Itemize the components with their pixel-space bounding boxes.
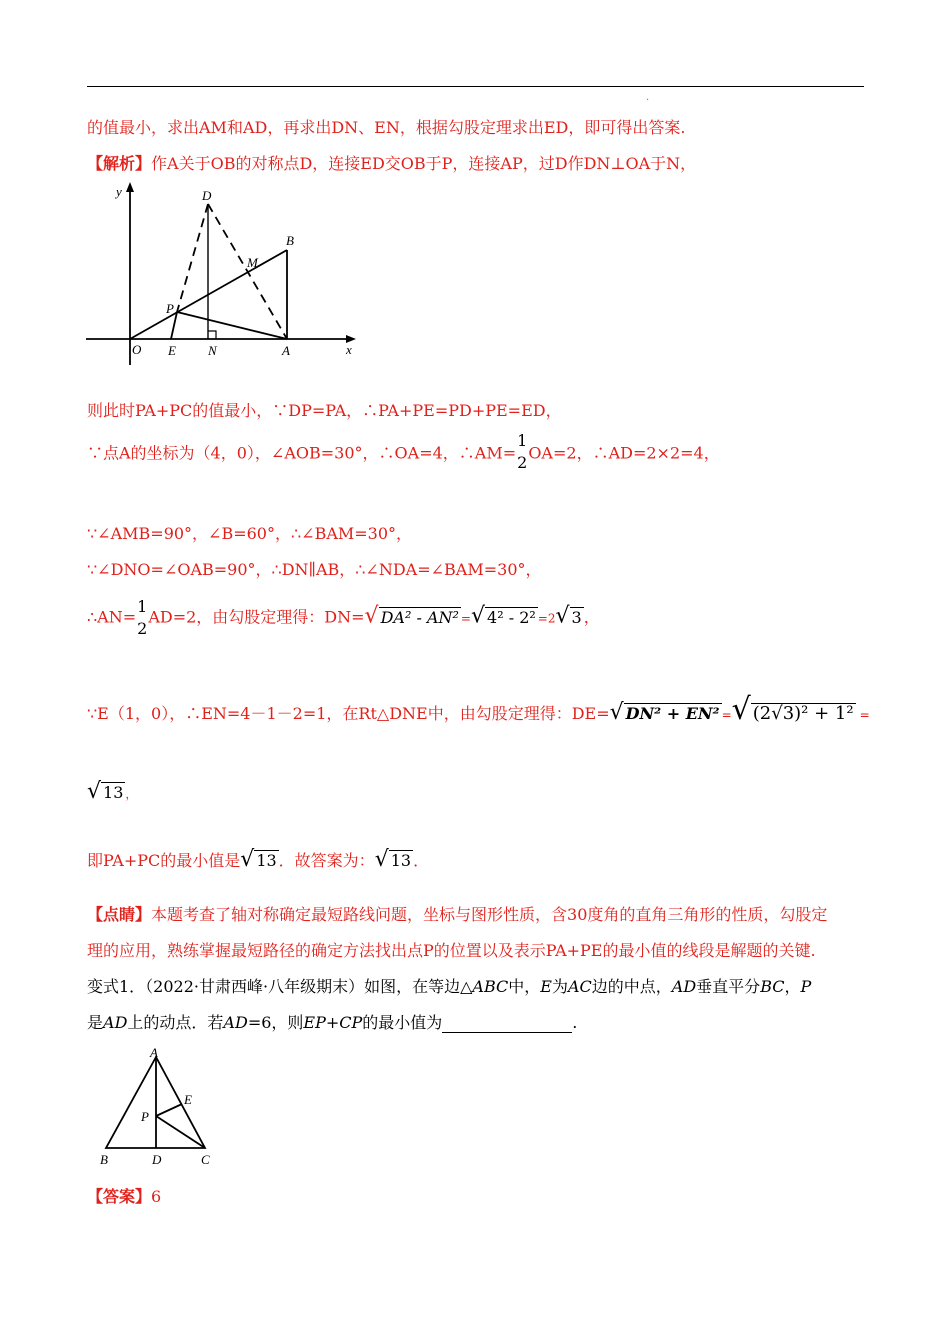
frac-num: 1 [517, 431, 528, 450]
line4-part-b: OA=2，∴AD=2×2=4， [528, 443, 720, 463]
text-line-5: ∵∠AMB=90°，∠B=60°，∴∠BAM=30°， [87, 524, 413, 543]
text-line-12: 理的应用，熟练掌握最短路径的确定方法找出点P的位置以及表示PA+PE的最小值的线段是解题的关键. [87, 941, 816, 960]
label-A: A [282, 343, 290, 358]
label-y: y [116, 184, 122, 199]
sqrt-sign-large: √ [731, 692, 751, 727]
segment-DP [177, 204, 208, 312]
label-E: E [184, 1092, 192, 1107]
segment-PA [177, 312, 287, 339]
text-line-11 [87, 905, 827, 925]
text-line-8 [87, 692, 870, 727]
math-AD: AD [223, 1013, 248, 1032]
label-D: D [152, 1152, 162, 1167]
segment-PC [156, 1116, 205, 1148]
text-line-2 [87, 154, 696, 174]
text-line-13 [87, 977, 811, 997]
line4-part-a: ∵点A的坐标为（4，0），∠AOB=30°，∴OA=4，∴AM= [87, 443, 517, 463]
segment-DA [208, 204, 287, 339]
answer-blank[interactable] [442, 1016, 572, 1033]
period: ． [413, 851, 430, 870]
sqrt-DA-AN: DA² - AN² [380, 607, 459, 627]
variant-text-c: 中， [508, 977, 541, 996]
sqrt-sign: √ [364, 603, 379, 629]
variant-text-g: 边的中点， [591, 977, 672, 996]
text-line-4 [87, 431, 720, 474]
sqrt-13: 13 [103, 783, 124, 802]
text-line-1: 的值最小，求出AM和AD，再求出DN、EN，根据勾股定理求出ED，即可得出答案. [87, 118, 686, 137]
label-O: O [132, 342, 142, 357]
sqrt-sign: √ [87, 779, 102, 804]
frac-den: 2 [517, 453, 528, 472]
label-E: E [168, 343, 176, 358]
label-B: B [286, 233, 294, 248]
label-P: P [141, 1109, 149, 1124]
sqrt-sign: √ [470, 603, 486, 629]
line8-part-a: ∵E（1，0），∴EN=4－1－2=1，在Rt△DNE中，由勾股定理得：DE= [87, 704, 610, 723]
comma: ， [583, 607, 600, 627]
variant-text-l14a: 是 [87, 1013, 104, 1032]
label-x: x [346, 342, 352, 357]
period: . [572, 1013, 578, 1032]
header-rule [87, 86, 864, 87]
label-M: M [247, 255, 258, 270]
variant-text-a: 变式1．（2022·甘肃西峰·八年级期末）如图，在等边△ [87, 977, 473, 996]
text-line-10 [87, 847, 430, 872]
text-line-3: 则此时PA+PC的值最小，∵DP=PA，∴PA+PE=PD+PE=ED， [87, 401, 562, 420]
variant-text-l14i: 的最小值为 [362, 1013, 443, 1032]
math-P: P [800, 977, 812, 996]
triangle-figure [94, 1047, 224, 1172]
math-AD: AD [103, 1013, 128, 1032]
fraction-half [517, 430, 527, 474]
sqrt-3: 3 [571, 607, 582, 627]
line7-part-a: ∴AN= [87, 607, 137, 627]
math-AC: AC [567, 977, 592, 996]
y-arrow [126, 182, 134, 192]
math-BC: BC [760, 977, 785, 996]
text-line-9 [87, 779, 138, 804]
analysis-tag: 【解析】 [87, 154, 152, 173]
sqrt-13-b: 13 [390, 851, 412, 870]
comma: ， [125, 787, 138, 801]
math-E: E [540, 977, 552, 996]
text-line-7 [87, 596, 600, 640]
fraction-half-2 [137, 596, 147, 640]
sqrt-sign: √ [555, 603, 570, 629]
line10-part-b: ．故答案为： [278, 851, 375, 870]
math-ABC: ABC [472, 977, 509, 996]
variant-text-l14e: =6，则 [247, 1013, 304, 1032]
sqrt-sign: √ [609, 700, 624, 725]
variant-text-k: ， [784, 977, 801, 996]
segment-PE [156, 1104, 182, 1116]
label-C: C [201, 1152, 210, 1167]
sqrt-DN-EN: DN² + EN² [625, 704, 720, 723]
math-AD: AD [671, 977, 697, 996]
equals: = [721, 708, 732, 722]
frac-num: 1 [137, 597, 148, 616]
text-line-6: ∵∠DNO=∠OAB=90°，∴DN∥AB，∴∠NDA=∠BAM=30°， [87, 560, 542, 579]
header-dot: . [646, 92, 650, 103]
sqrt-13-a: 13 [256, 851, 277, 870]
label-B: B [100, 1152, 108, 1167]
sqrt-4-2: 4² - 2² [487, 607, 536, 627]
variant-text-l14c: 上的动点．若 [127, 1013, 224, 1032]
comment-tag: 【点睛】 [87, 905, 152, 924]
label-P: P [166, 301, 174, 316]
equals-2: = [859, 708, 870, 722]
variant-text-e: 为 [551, 977, 568, 996]
variant-text-i: 垂直平分 [696, 977, 761, 996]
equals: = [460, 611, 471, 626]
plus: + [325, 1013, 340, 1032]
answer-value: 6 [151, 1187, 162, 1206]
label-A: A [150, 1047, 158, 1060]
sqrt-sign: √ [240, 847, 255, 872]
sqrt-2root3-1: (2√3)² + 1² [752, 703, 854, 724]
sqrt-sign: √ [374, 847, 389, 872]
label-D: D [202, 188, 212, 203]
math-EP: EP [303, 1013, 326, 1032]
comment-text: 本题考查了轴对称确定最短路线问题，坐标与图形性质，含30度角的直角三角形的性质，勾股定 [151, 905, 828, 924]
coordinate-figure [84, 180, 364, 370]
equals-2: =2 [537, 611, 556, 626]
math-CP: CP [339, 1013, 363, 1032]
right-angle-mark [208, 331, 216, 339]
line10-part-a: 即PA+PC的最小值是 [87, 851, 241, 870]
label-N: N [208, 343, 217, 358]
analysis-text: 作A关于OB的对称点D，连接ED交OB于P，连接AP，过D作DN⊥OA于N， [151, 154, 697, 173]
answer-tag: 【答案】 [87, 1187, 152, 1206]
text-line-15 [87, 1187, 161, 1207]
text-line-14 [87, 1013, 577, 1033]
line7-part-b: AD=2，由勾股定理得：DN= [148, 607, 365, 627]
frac-den: 2 [137, 619, 148, 638]
